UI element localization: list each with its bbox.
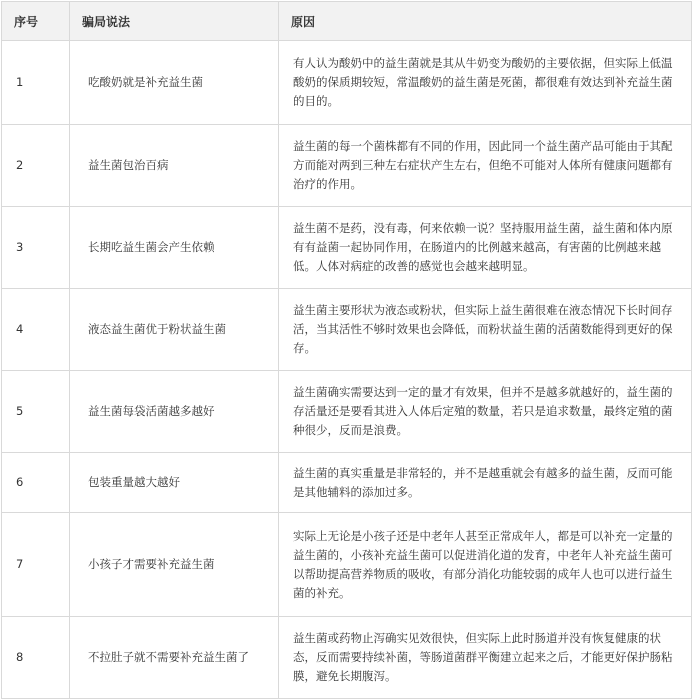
row-number: 2	[2, 125, 70, 207]
table-header-row	[2, 2, 692, 41]
row-reason: 益生菌或药物止泻确实见效很快，但实际上此时肠道并没有恢复健康的状态，反而需要持续补菌，等肠道菌群平衡建立起来之后，才能更好保护肠粘膜，避免长期腹泻。	[279, 617, 692, 699]
header-reason: 原因	[279, 2, 692, 41]
table-row	[2, 41, 692, 125]
row-claim: 液态益生菌优于粉状益生菌	[70, 289, 279, 371]
row-number: 3	[2, 207, 70, 289]
table-row	[2, 289, 692, 371]
row-claim: 小孩子才需要补充益生菌	[70, 513, 279, 617]
table-row	[2, 617, 692, 699]
row-claim: 不拉肚子就不需要补充益生菌了	[70, 617, 279, 699]
row-claim: 长期吃益生菌会产生依赖	[70, 207, 279, 289]
table-row	[2, 207, 692, 289]
row-claim: 包装重量越大越好	[70, 453, 279, 513]
header-number: 序号	[2, 2, 70, 41]
table-row	[2, 125, 692, 207]
row-reason: 实际上无论是小孩子还是中老年人甚至正常成年人，都是可以补充一定量的益生菌的，小孩补充益生菌可以促进消化道的发育，中老年人补充益生菌可以帮助提高营养物质的吸收，有部分消化功能较弱的成年人也可以进行益生菌的补充。	[279, 513, 692, 617]
row-claim: 益生菌每袋活菌越多越好	[70, 371, 279, 453]
row-number: 7	[2, 513, 70, 617]
table-row	[2, 513, 692, 617]
row-reason: 益生菌的每一个菌株都有不同的作用，因此同一个益生菌产品可能由于其配方而能对两到三种左右症状产生左右，但绝不可能对人体所有健康问题都有治疗的作用。	[279, 125, 692, 207]
row-reason: 益生菌不是药，没有毒，何来依赖一说？坚持服用益生菌，益生菌和体内原有有益菌一起协同作用，在肠道内的比例越来越高，有害菌的比例越来越低。人体对病症的改善的感觉也会越来越明显。	[279, 207, 692, 289]
table-row	[2, 371, 692, 453]
row-number: 8	[2, 617, 70, 699]
row-reason: 益生菌的真实重量是非常轻的，并不是越重就会有越多的益生菌，反而可能是其他辅料的添加过多。	[279, 453, 692, 513]
row-reason: 益生菌确实需要达到一定的量才有效果，但并不是越多就越好的，益生菌的存活量还是要看其进入人体后定殖的数量，若只是追求数量，最终定殖的菌种很少，反而是浪费。	[279, 371, 692, 453]
row-claim: 吃酸奶就是补充益生菌	[70, 41, 279, 125]
row-number: 1	[2, 41, 70, 125]
row-reason: 有人认为酸奶中的益生菌就是其从牛奶变为酸奶的主要依据，但实际上低温酸奶的保质期较短，常温酸奶的益生菌是死菌，都很难有效达到补充益生菌的目的。	[279, 41, 692, 125]
row-claim: 益生菌包治百病	[70, 125, 279, 207]
row-number: 6	[2, 453, 70, 513]
header-claim: 骗局说法	[70, 2, 279, 41]
row-number: 5	[2, 371, 70, 453]
row-reason: 益生菌主要形状为液态或粉状，但实际上益生菌很难在液态情况下长时间存活，当其活性不够时效果也会降低，而粉状益生菌的活菌数能得到更好的保存。	[279, 289, 692, 371]
probiotic-myths-table	[1, 1, 692, 699]
table-row	[2, 453, 692, 513]
row-number: 4	[2, 289, 70, 371]
